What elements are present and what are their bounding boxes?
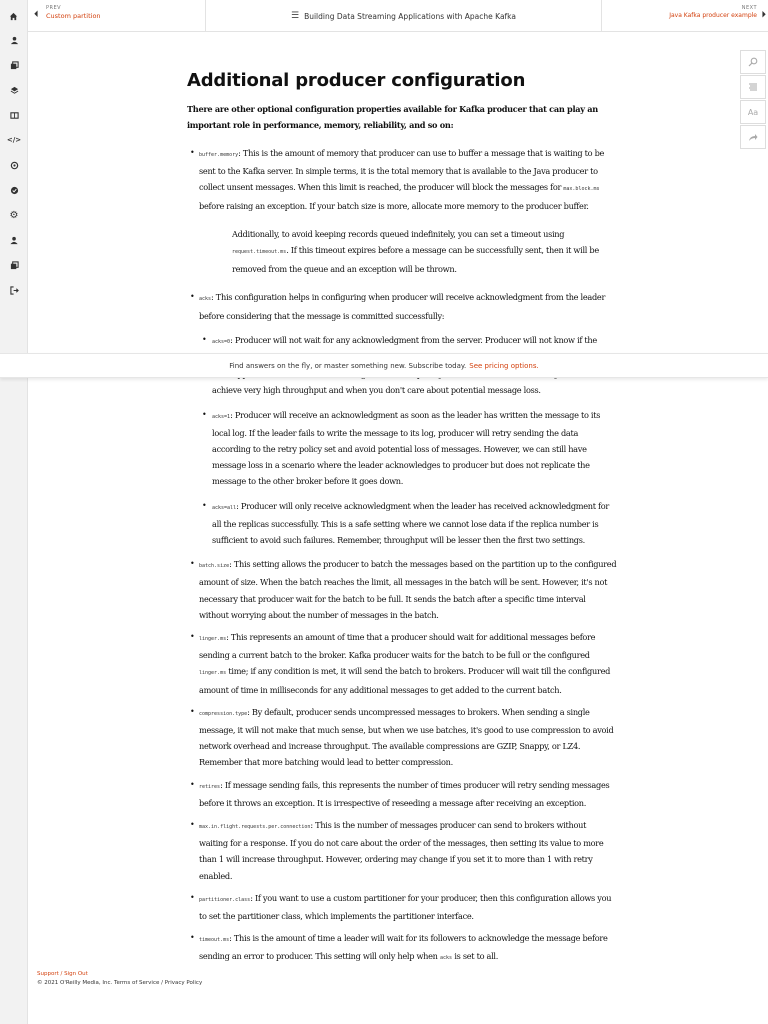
list-item: • max.in.flight.requests.per.connection: This is the number of messages producer can send to brokers without waiting for a response. If you do not care about the order of the messages, then setting its value to more than 1 will increase throughput. However, ordering may change if you set it to more than 1 with retry enabled. — [187, 817, 617, 884]
next-arrow-icon: ⏵ — [761, 10, 766, 20]
list-item: • acks=0: Producer will not wait for any acknowledgment from the server. Producer will not know if the achieve very high throughput and when you don't care about potential message loss. — [199, 332, 617, 399]
list-item: • acks=all: Producer will only receive acknowledgment when the leader has received acknowledgment for all the replicas successfully. This is a safe setting where we cannot lose data if the replica number is sufficient to avoid such failures. Remember, throughput will be lesser then the first two settings. — [199, 498, 617, 549]
next-label: NEXT — [741, 5, 757, 11]
list-item: • batch.size: This setting allows the producer to batch the messages based on the partition up to the configured amount of size. When the batch reaches the limit, all messages in the batch will be sent. However, it's not necessary that producer wait for the batch to be full. It sends the batch after a specific time interval without worrying about the number of messages in the batch. — [187, 556, 617, 623]
config-key: partitioner.class — [199, 896, 251, 903]
list-item: • acks: This configuration helps in configuring when producer will receive acknowledgment from the leader before considering that the message is committed successfully: • acks=0: Producer will not wait for any acknowledgment from the server. Producer will not know if the achieve very high throughput and when you don't care about potential message loss. • acks=1: Producer will receive an acknowledgment as soon as the leader has written the message to its local log. If the leader fails to write the message to its log, producer will retry sending the data according to the retry policy set and avoid potential loss of messages. However, we can still have message loss in a scenario where the leader acknowledges to producer but does not replicate the message to the other broker before it goes down. • acks=all: Producer will only receive acknowledgment when the leader has received acknowledgment for all the replicas successfully. This is a safe setting where we cannot lose data if the replica number is sufficient to avoid such failures. Remember, throughput will be lesser then the first two settings. — [187, 289, 617, 548]
list-item: • acks=1: Producer will receive an acknowledgment as soon as the leader has written the message to its local log. If the leader fails to write the message to its log, producer will retry sending the data according to the retry policy set and avoid potential loss of messages. However, we can still have message loss in a scenario where the leader acknowledges to producer but does not replicate the message to the other broker before it goes down. — [199, 407, 617, 490]
next-section-link[interactable] — [601, 0, 768, 32]
code-icon[interactable]: </> — [6, 136, 22, 144]
prev-arrow-icon: ⏴ — [34, 10, 39, 20]
book-title-toc-link[interactable] — [206, 0, 601, 32]
target-icon[interactable] — [0, 157, 28, 173]
copies-icon[interactable] — [0, 257, 28, 273]
books-icon[interactable] — [0, 57, 28, 73]
prev-title[interactable]: Custom partition — [46, 12, 101, 20]
font-size-icon[interactable]: Aa — [740, 100, 766, 124]
prev-section-link[interactable] — [28, 0, 206, 32]
config-key: timeout.ms — [199, 937, 230, 944]
list-item: • linger.ms: This represents an amount of time that a producer should wait for additional messages before sending a current batch to the broker. Kafka producer waits for the batch to be full or the configured linger.ms time; if any condition is met, it will send the batch to brokers. Producer will wait till the configured amount of time in milliseconds for any additional messages to get added to the current batch. — [187, 629, 617, 698]
config-key: linger.ms — [199, 635, 227, 642]
settings-icon[interactable]: ⚙ — [9, 209, 19, 221]
article-content — [187, 70, 617, 973]
toc-menu-icon: ☰ — [291, 11, 300, 21]
pricing-link[interactable]: See pricing options. — [469, 361, 539, 370]
privacy-link[interactable]: Privacy Policy — [164, 980, 203, 986]
book-title: Building Data Streaming Applications with Apache Kafka — [304, 11, 516, 21]
subscribe-banner — [0, 353, 768, 378]
list-item: • partitioner.class: If you want to use a custom partitioner for your producer, then this configuration allows you to set the partitioner class, which implements the partitioner interface. — [187, 890, 617, 924]
page-footer: Support / Sign Out © 2021 O'Reilly Media, Inc. Terms of Service / Privacy Policy — [37, 971, 203, 986]
profile-icon[interactable] — [0, 32, 28, 48]
copyright: © 2021 O'Reilly Media, Inc. — [37, 980, 113, 986]
config-key: compression.type — [199, 710, 248, 717]
config-list — [187, 145, 617, 967]
share-icon[interactable] — [740, 125, 766, 149]
list-item: • compression.type: By default, producer sends uncompressed messages to brokers. When sending a single message, it will not make that much sense, but when we use batches, it's good to use compression to avoid network overhead and increase throughput. The available compressions are GZIP, Snappy, or LZ4. Remember that more batching would lead to better compression. — [187, 704, 617, 771]
list-item: • timeout.ms: This is the amount of time a leader will wait for its followers to acknowledge the message before sending an error to producer. This setting will only help when acks is set to all. — [187, 930, 617, 966]
badge-icon[interactable] — [0, 182, 28, 198]
search-icon[interactable] — [740, 50, 766, 74]
prev-label: PREV — [46, 5, 62, 11]
note-block: Additionally, to avoid keeping records queued indefinitely, you can set a timeout using request.timeout.ms. If this timeout expires before a message can be successfully sent, then it will be removed from the queue and an exception will be thrown. — [232, 228, 599, 274]
top-navigation-bar — [0, 0, 768, 32]
layers-icon[interactable] — [0, 82, 28, 98]
sign-out-link[interactable]: Sign Out — [64, 971, 88, 977]
sign-out-icon[interactable] — [0, 282, 28, 298]
support-link[interactable]: Support — [37, 971, 59, 977]
intro-paragraph: There are other optional configuration properties available for Kafka producer that can play an important role in performance, memory, reliability, and so on: — [187, 104, 598, 130]
terms-link[interactable]: Terms of Service — [114, 980, 160, 986]
config-key: batch.size — [199, 563, 230, 570]
config-key: max.in.flight.requests.per.connection — [199, 824, 311, 830]
left-sidebar — [0, 32, 28, 1024]
list-item: • buffer.memory: This is the amount of memory that producer can use to buffer a message that is waiting to be sent to the Kafka server. In simple terms, it is the total memory that is available to the Java producer to collect unsent messages. When this limit is reached, the producer will block the messages for max.block.ms before raising an exception. If your batch size is more, allocate more memory to the producer buffer. Additionally, to avoid keeping records queued indefinitely, you can set a timeout using request.timeout.ms. If this timeout expires before a message can be successfully sent, then it will be removed from the queue and an exception will be thrown. — [187, 145, 617, 277]
config-key: buffer.memory — [199, 152, 239, 158]
home-button[interactable] — [0, 0, 28, 32]
next-title[interactable]: Java Kafka producer example — [669, 12, 757, 19]
config-key: retires — [199, 783, 221, 790]
table-of-contents-icon[interactable] — [740, 75, 766, 99]
home-icon — [9, 12, 18, 21]
list-item: • retires: If message sending fails, this represents the number of times producer will retry sending messages before it throws an exception. It is irrespective of reseeding a message after receiving an exception. — [187, 777, 617, 811]
section-title: Additional producer configuration — [187, 70, 526, 91]
bookshelf-icon[interactable] — [0, 107, 28, 123]
user-icon[interactable] — [0, 232, 28, 248]
reader-tools — [740, 50, 766, 150]
banner-text: Find answers on the fly, or master something new. Subscribe today. — [229, 361, 467, 370]
config-key: acks — [199, 296, 212, 303]
